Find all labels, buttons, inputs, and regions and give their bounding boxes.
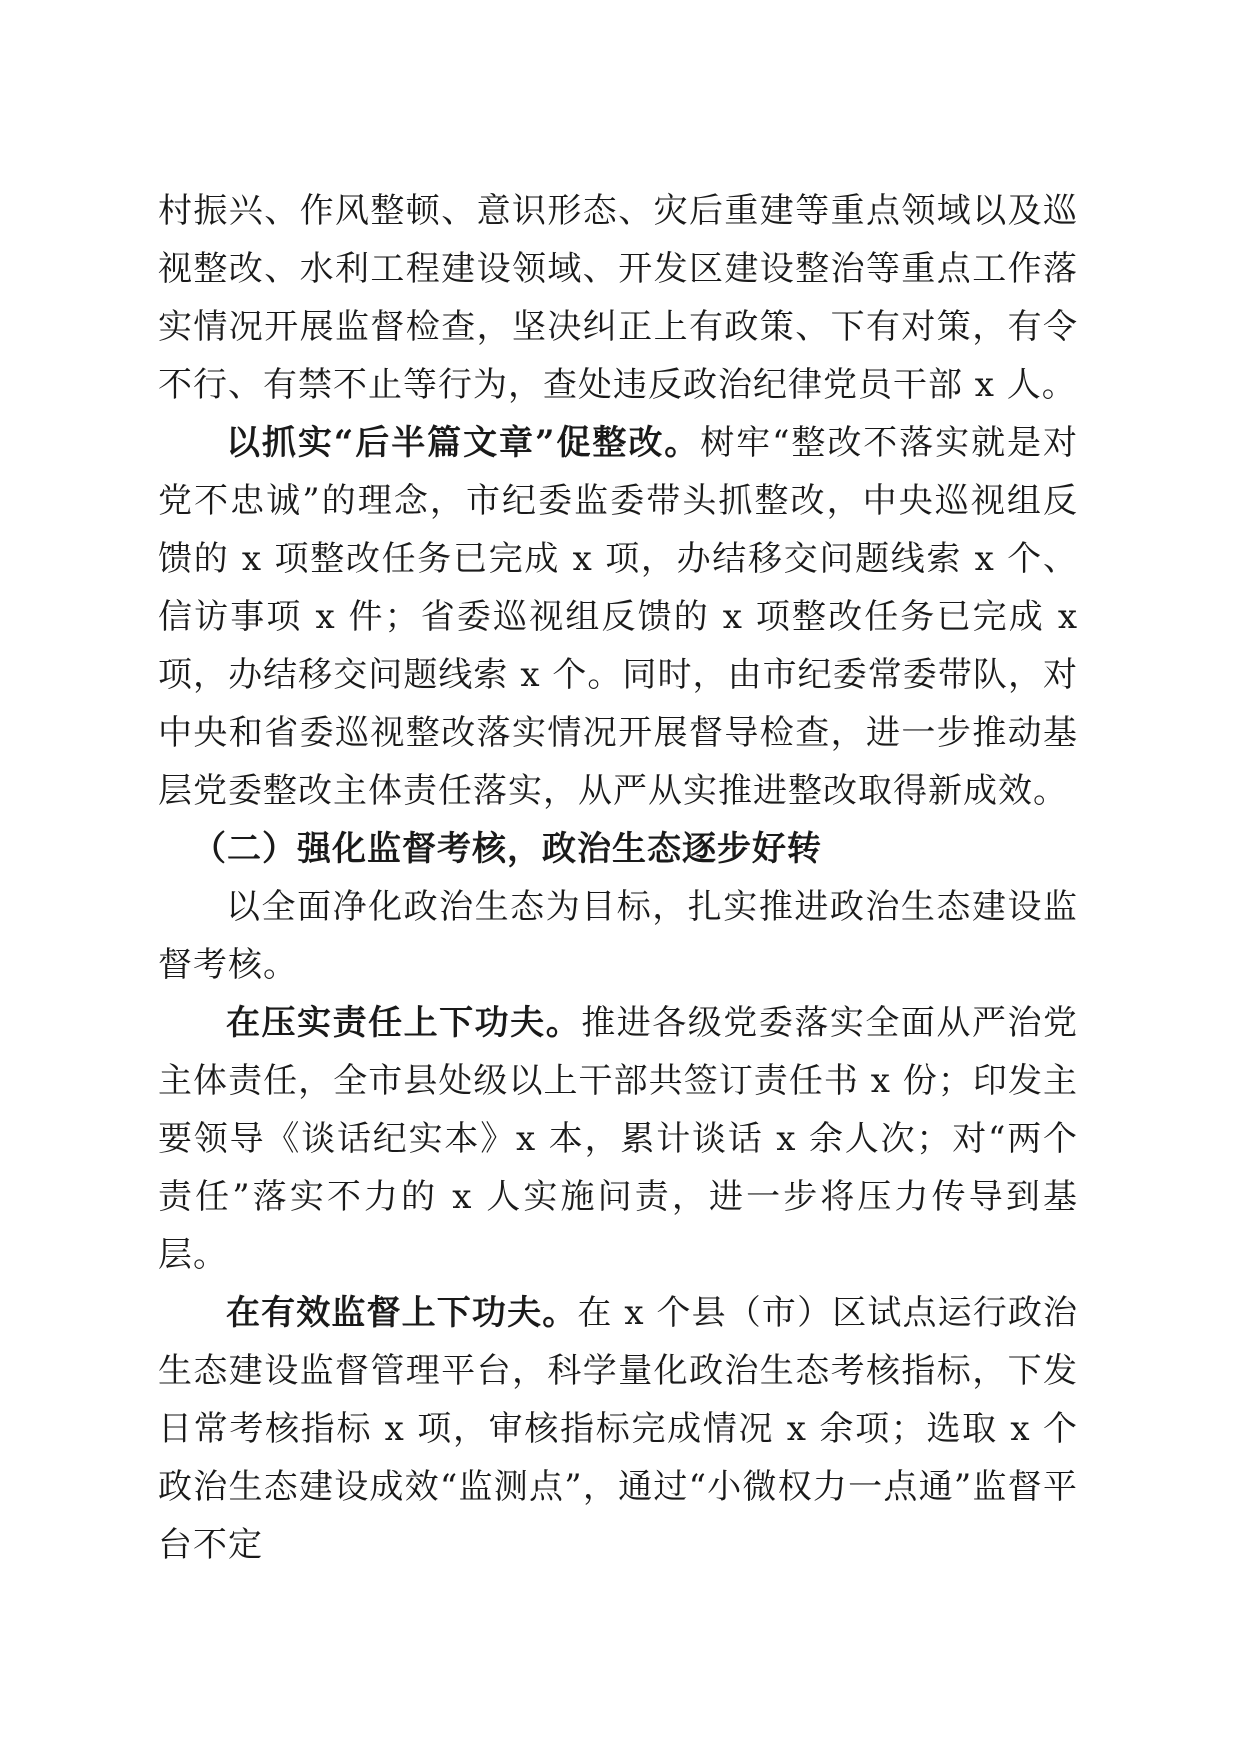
paragraph-text: 村振兴、作风整顿、意识形态、灾后重建等重点领域以及巡视整改、水利工程建设领域、开发区建设整治等重点工作落实情况开展监督检查，坚决纠正上有政策、下有对策，有令不行、有禁不止等行为，查处违反政治纪律党员干部 x 人。 — [158, 191, 1078, 405]
section-heading: （二）强化监督考核，政治生态逐步好转 — [192, 829, 822, 869]
paragraph-intro — [158, 878, 1078, 994]
paragraph-continuation — [158, 182, 1078, 414]
paragraph-responsibility — [158, 994, 1078, 1284]
paragraph-supervision — [158, 1284, 1078, 1574]
paragraph-lead: 在压实责任上下功夫。 — [226, 1003, 582, 1043]
paragraph-text: 以全面净化政治生态为目标，扎实推进政治生态建设监督考核。 — [158, 887, 1078, 985]
paragraph-text: 推进各级党委落实全面从严治党主体责任，全市县处级以上干部共签订责任书 x 份；印发主要领导《谈话纪实本》x 本，累计谈话 x 余人次；对“两个责任”落实不力的 x 人实施问责，进一步将压力传导到基层。 — [158, 1003, 1079, 1275]
paragraph-rectification — [158, 414, 1078, 820]
paragraph-text: 树牢“整改不落实就是对党不忠诚”的理念，市纪委监委带头抓整改，中央巡视组反馈的 x 项整改任务已完成 x 项，办结移交问题线索 x 个、信访事项 x 件；省委巡视组反馈的 x 项整改任务已完成 x 项，办结移交问题线索 x 个。同时，由市纪委常委带队，对中央和省委巡视整改落实情况开展督导检查，进一步推动基层党委整改主体责任落实，从严从实推进整改取得新成效。 — [158, 423, 1078, 811]
paragraph-text: 在 x 个县（市）区试点运行政治生态建设监督管理平台，科学量化政治生态考核指标，下发日常考核指标 x 项，审核指标完成情况 x 余项；选取 x 个政治生态建设成效“监测点”，通过“小微权力一点通”监督平台不定 — [158, 1293, 1079, 1565]
paragraph-lead: 在有效监督上下功夫。 — [226, 1293, 578, 1333]
document-page — [158, 182, 1078, 1574]
paragraph-lead: 以抓实“后半篇文章”促整改。 — [226, 423, 701, 463]
